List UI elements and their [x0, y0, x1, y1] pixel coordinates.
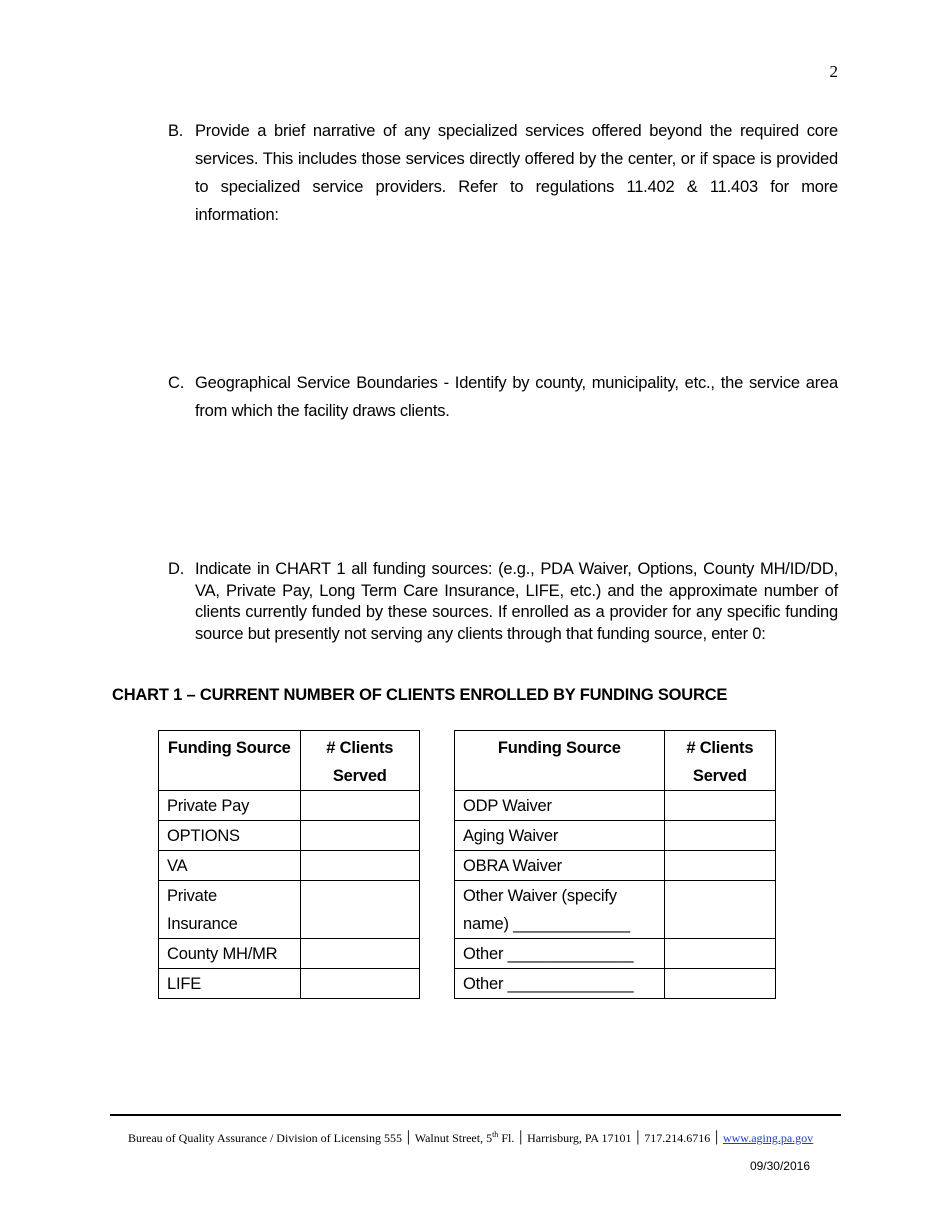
clients-served-header: # Clients Served	[664, 731, 775, 791]
section-d	[168, 559, 838, 645]
funding-source-cell: Private Pay	[159, 791, 301, 821]
funding-source-cell: Other ______________	[455, 939, 665, 969]
funding-table-right	[454, 730, 776, 999]
funding-source-cell: Other ______________	[455, 969, 665, 999]
clients-served-cell[interactable]	[300, 969, 419, 999]
section-d-text: Indicate in CHART 1 all funding sources: (e.g., PDA Waiver, Options, County MH/ID/DD, VA, Private Pay, Long Term Care Insurance, LIFE, etc.) and the approximate number of clients currently funded by these sources. If enrolled as a provider for any specific funding source but presently not serving any clients through that funding source, enter 0:	[195, 560, 838, 643]
clients-served-cell[interactable]	[664, 821, 775, 851]
clients-served-cell[interactable]	[300, 939, 419, 969]
funding-source-cell: Other Waiver (specify name) _____________	[455, 881, 665, 939]
funding-source-cell: OBRA Waiver	[455, 851, 665, 881]
footer-address-part1: Bureau of Quality Assurance / Division of Licensing ׀ 555 Walnut Street, 5	[128, 1131, 493, 1145]
section-b	[168, 117, 838, 229]
website-link[interactable]: www.aging.pa.gov	[722, 1131, 814, 1145]
footer-address-part2: Fl. ׀ Harrisburg, PA 17101 ׀ 717.214.6716 ׀	[498, 1131, 723, 1145]
funding-source-cell: Aging Waiver	[455, 821, 665, 851]
clients-served-cell[interactable]	[664, 791, 775, 821]
funding-source-cell: ODP Waiver	[455, 791, 665, 821]
section-c-text: Geographical Service Boundaries - Identify by county, municipality, etc., the service area from which the facility draws clients.	[195, 374, 838, 420]
funding-source-cell: VA	[159, 851, 301, 881]
funding-table-left	[158, 730, 420, 999]
chart-title: CHART 1 – CURRENT NUMBER OF CLIENTS ENROLLED BY FUNDING SOURCE	[112, 686, 728, 704]
footer-address	[128, 1130, 813, 1146]
section-c-letter: C.	[168, 374, 185, 392]
section-d-letter: D.	[168, 560, 185, 578]
funding-source-cell: OPTIONS	[159, 821, 301, 851]
section-c	[168, 369, 838, 425]
funding-source-cell: County MH/MR	[159, 939, 301, 969]
section-b-letter: B.	[168, 122, 184, 140]
clients-served-cell[interactable]	[664, 939, 775, 969]
clients-served-cell[interactable]	[300, 881, 419, 939]
section-b-text: Provide a brief narrative of any specialized services offered beyond the required core services. This includes those services directly offered by the center, or if space is provided to specialized service providers. Refer to regulations 11.402 & 11.403 for more information:	[195, 122, 838, 224]
funding-source-header: Funding Source	[159, 731, 301, 791]
clients-served-cell[interactable]	[664, 881, 775, 939]
clients-served-cell[interactable]	[664, 851, 775, 881]
page-number: 2	[829, 62, 838, 81]
footer-address-sup: th	[492, 1130, 499, 1139]
funding-source-header: Funding Source	[455, 731, 665, 791]
clients-served-cell[interactable]	[664, 969, 775, 999]
clients-served-cell[interactable]	[300, 791, 419, 821]
funding-source-cell: Private Insurance	[159, 881, 301, 939]
footer-divider	[110, 1114, 841, 1116]
clients-served-cell[interactable]	[300, 851, 419, 881]
clients-served-header: # Clients Served	[300, 731, 419, 791]
clients-served-cell[interactable]	[300, 821, 419, 851]
footer-date: 09/30/2016	[749, 1159, 810, 1173]
funding-source-cell: LIFE	[159, 969, 301, 999]
